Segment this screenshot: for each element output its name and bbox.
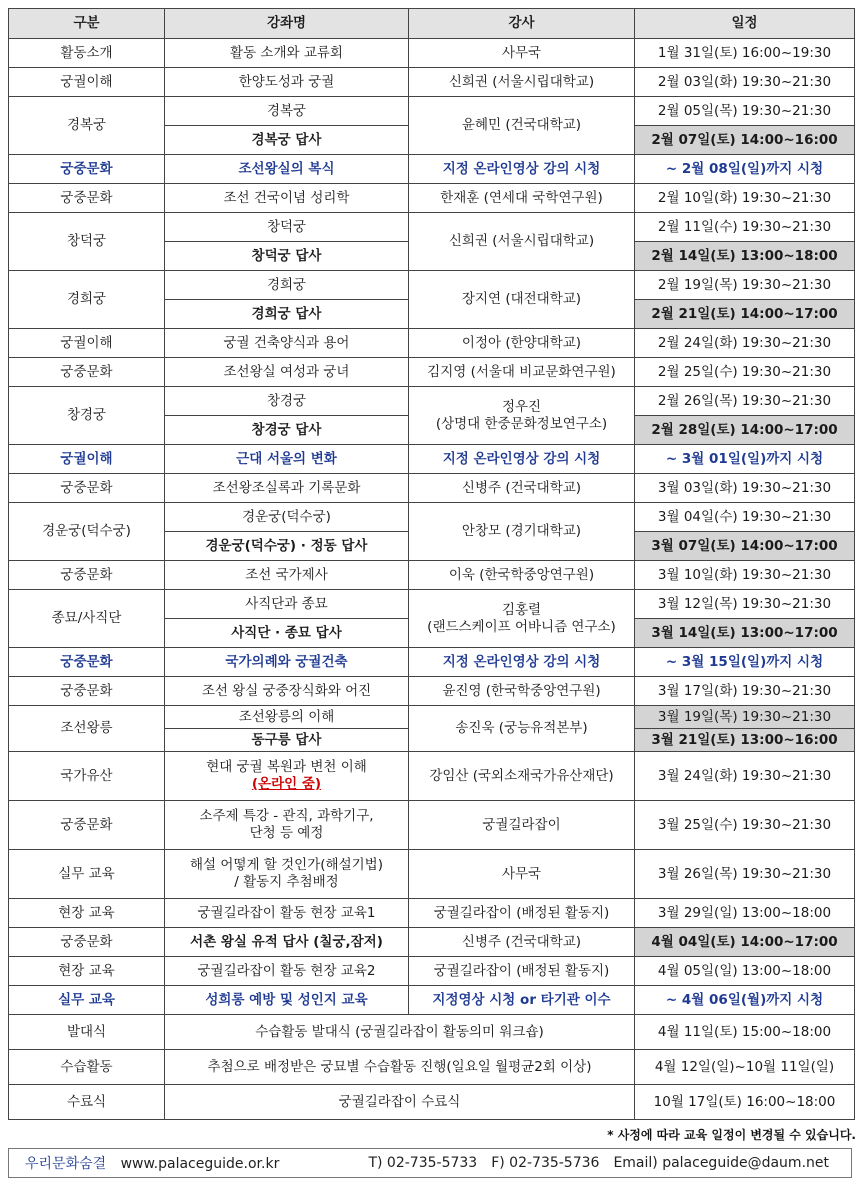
category-cell: 실무 교육: [9, 850, 165, 899]
field-trip-lecture-cell: 창경궁 답사: [165, 416, 409, 445]
lecture-cell: 추첨으로 배정받은 궁묘별 수습활동 진행(일요일 월평균2회 이상): [165, 1050, 635, 1085]
schedule-cell: 4월 04일(토) 14:00~17:00: [635, 928, 855, 957]
instructor-cell: 사무국: [409, 39, 635, 68]
schedule-cell: 2월 11일(수) 19:30~21:30: [635, 213, 855, 242]
table-row-online: [9, 155, 855, 184]
instructor-cell: 이정아 (한양대학교): [409, 329, 635, 358]
instructor-cell: 윤혜민 (건국대학교): [409, 97, 635, 155]
field-trip-lecture-cell: 사직단 · 종묘 답사: [165, 619, 409, 648]
lecture-cell: 조선왕실 여성과 궁녀: [165, 358, 409, 387]
telephone: T) 02-735-5733: [368, 1155, 478, 1171]
lecture-cell: 근대 서울의 변화: [165, 445, 409, 474]
instructor-cell: 이욱 (한국학중앙연구원): [409, 561, 635, 590]
category-cell: 궁중문화: [9, 358, 165, 387]
category-cell: 수료식: [9, 1085, 165, 1120]
category-cell: 창경궁: [9, 387, 165, 445]
instructor-cell: 강임산 (국외소재국가유산재단): [409, 752, 635, 801]
table-row: [9, 899, 855, 928]
category-cell: 종묘/사직단: [9, 590, 165, 648]
category-cell: 궁중문화: [9, 155, 165, 184]
table-row-online: [9, 445, 855, 474]
header-schedule: 일정: [635, 9, 855, 39]
contact-footer: [8, 1148, 852, 1178]
field-trip-schedule-cell: 2월 21일(토) 14:00~17:00: [635, 300, 855, 329]
header-category: 구분: [9, 9, 165, 39]
lecture-cell: 성희롱 예방 및 성인지 교육: [165, 986, 409, 1015]
schedule-cell: 2월 25일(수) 19:30~21:30: [635, 358, 855, 387]
category-cell: 궁궐이해: [9, 445, 165, 474]
lecture-cell: 궁궐 건축양식과 용어: [165, 329, 409, 358]
instructor-cell: 송진욱 (궁능유적본부): [409, 706, 635, 752]
schedule-table: [8, 8, 855, 1120]
category-cell: 실무 교육: [9, 986, 165, 1015]
footer-left: [25, 1153, 279, 1173]
table-row: [9, 957, 855, 986]
table-row: [9, 474, 855, 503]
table-row: [9, 503, 855, 532]
category-cell: 경복궁: [9, 97, 165, 155]
lecture-cell: 경희궁: [165, 271, 409, 300]
instructor-cell: 윤진영 (한국학중앙연구원): [409, 677, 635, 706]
category-cell: 궁궐이해: [9, 68, 165, 97]
lecture-cell: 조선 건국이념 성리학: [165, 184, 409, 213]
field-trip-schedule-cell: 3월 07일(토) 14:00~17:00: [635, 532, 855, 561]
organization-name: 우리문화숨결: [25, 1156, 107, 1172]
table-row: [9, 850, 855, 899]
table-row: [9, 590, 855, 619]
instructor-cell: 신희권 (서울시립대학교): [409, 213, 635, 271]
lecture-cell: 국가의례와 궁궐건축: [165, 648, 409, 677]
category-cell: 국가유산: [9, 752, 165, 801]
table-row: [9, 752, 855, 801]
lecture-cell: 경복궁: [165, 97, 409, 126]
instructor-cell: 지정 온라인영상 강의 시청: [409, 445, 635, 474]
category-cell: 경희궁: [9, 271, 165, 329]
instructor-cell: 신병주 (건국대학교): [409, 928, 635, 957]
schedule-cell: 3월 10일(화) 19:30~21:30: [635, 561, 855, 590]
lecture-cell: 조선 왕실 궁중장식화와 어진: [165, 677, 409, 706]
field-trip-schedule-cell: 2월 14일(토) 13:00~18:00: [635, 242, 855, 271]
table-row: [9, 1015, 855, 1050]
lecture-cell: 경운궁(덕수궁): [165, 503, 409, 532]
instructor-affiliation: (상명대 한중문화정보연구소): [435, 415, 608, 432]
table-row: [9, 387, 855, 416]
lecture-cell: [165, 850, 409, 899]
instructor-cell: 한재훈 (연세대 국학연구원): [409, 184, 635, 213]
fax: F) 02-735-5736: [491, 1155, 600, 1171]
lecture-title: 현대 궁궐 복원과 변천 이해: [206, 759, 367, 776]
field-trip-lecture-cell: 경희궁 답사: [165, 300, 409, 329]
table-row: [9, 271, 855, 300]
table-row: [9, 801, 855, 850]
instructor-cell: [409, 387, 635, 445]
header-lecture: 강좌명: [165, 9, 409, 39]
lecture-cell: 서촌 왕실 유적 답사 (칠궁,잠저): [165, 928, 409, 957]
schedule-cell: 2월 03일(화) 19:30~21:30: [635, 68, 855, 97]
schedule-cell: 10월 17일(토) 16:00~18:00: [635, 1085, 855, 1120]
lecture-cell: 조선왕릉의 이해: [165, 706, 409, 729]
lecture-cell: 궁궐길라잡이 수료식: [165, 1085, 635, 1120]
field-trip-schedule-cell: 3월 21일(토) 13:00~16:00: [635, 729, 855, 752]
header-instructor: 강사: [409, 9, 635, 39]
email-link[interactable]: Email) palaceguide@daum.net: [613, 1155, 829, 1171]
table-header-row: [9, 9, 855, 39]
instructor-cell: 궁궐길라잡이 (배정된 활동지): [409, 957, 635, 986]
schedule-cell: ~ 3월 15일(일)까지 시청: [635, 648, 855, 677]
category-cell: 현장 교육: [9, 957, 165, 986]
schedule-cell: 4월 05일(일) 13:00~18:00: [635, 957, 855, 986]
table-row: [9, 213, 855, 242]
schedule-cell: 4월 11일(토) 15:00~18:00: [635, 1015, 855, 1050]
schedule-cell: 2월 10일(화) 19:30~21:30: [635, 184, 855, 213]
lecture-cell: [165, 752, 409, 801]
field-trip-lecture-cell: 경운궁(덕수궁) · 정동 답사: [165, 532, 409, 561]
lecture-cell: 창경궁: [165, 387, 409, 416]
instructor-cell: 신희권 (서울시립대학교): [409, 68, 635, 97]
schedule-cell: 3월 24일(화) 19:30~21:30: [635, 752, 855, 801]
schedule-cell: 3월 25일(수) 19:30~21:30: [635, 801, 855, 850]
instructor-cell: [409, 590, 635, 648]
category-cell: 궁중문화: [9, 184, 165, 213]
field-trip-lecture-cell: 경복궁 답사: [165, 126, 409, 155]
table-row: [9, 706, 855, 729]
lecture-cell: [165, 801, 409, 850]
lecture-cell: 한양도성과 궁궐: [165, 68, 409, 97]
lecture-cell: 수습활동 발대식 (궁궐길라잡이 활동의미 워크숍): [165, 1015, 635, 1050]
lecture-title: 해설 어떻게 할 것인가(해설기법): [190, 857, 383, 874]
schedule-cell: 1월 31일(토) 16:00~19:30: [635, 39, 855, 68]
table-row: [9, 39, 855, 68]
website-link[interactable]: www.palaceguide.or.kr: [120, 1156, 280, 1172]
field-trip-lecture-cell: 동구릉 답사: [165, 729, 409, 752]
instructor-name: 정우진: [501, 398, 542, 415]
category-cell: 현장 교육: [9, 899, 165, 928]
instructor-cell: 안창모 (경기대학교): [409, 503, 635, 561]
table-row: [9, 561, 855, 590]
table-row: [9, 358, 855, 387]
table-row: [9, 677, 855, 706]
field-trip-schedule-cell: 2월 07일(토) 14:00~16:00: [635, 126, 855, 155]
category-cell: 활동소개: [9, 39, 165, 68]
schedule-cell: ~ 4월 06일(월)까지 시청: [635, 986, 855, 1015]
schedule-cell: 3월 29일(일) 13:00~18:00: [635, 899, 855, 928]
instructor-cell: 궁궐길라잡이: [409, 801, 635, 850]
category-cell: 궁중문화: [9, 801, 165, 850]
table-row-online: [9, 648, 855, 677]
lecture-title: 소주제 특강 - 관직, 과학기구,: [199, 808, 374, 825]
category-cell: 궁중문화: [9, 648, 165, 677]
online-zoom-note: (온라인 줌): [251, 776, 322, 792]
lecture-title-line2: 단청 등 예정: [249, 825, 324, 841]
table-row-field-trip: [9, 928, 855, 957]
table-row-online: [9, 986, 855, 1015]
schedule-cell: 2월 05일(목) 19:30~21:30: [635, 97, 855, 126]
schedule-cell: ~ 3월 01일(일)까지 시청: [635, 445, 855, 474]
field-trip-schedule-cell: 3월 14일(토) 13:00~17:00: [635, 619, 855, 648]
instructor-name: 김홍렬: [501, 601, 542, 618]
category-cell: 궁중문화: [9, 928, 165, 957]
instructor-cell: 장지연 (대전대학교): [409, 271, 635, 329]
schedule-cell: 2월 26일(목) 19:30~21:30: [635, 387, 855, 416]
lecture-cell: 궁궐길라잡이 활동 현장 교육2: [165, 957, 409, 986]
category-cell: 궁궐이해: [9, 329, 165, 358]
lecture-cell: 궁궐길라잡이 활동 현장 교육1: [165, 899, 409, 928]
table-row: [9, 329, 855, 358]
table-row: [9, 1085, 855, 1120]
category-cell: 궁중문화: [9, 677, 165, 706]
schedule-cell: 3월 19일(목) 19:30~21:30: [635, 706, 855, 729]
table-row: [9, 68, 855, 97]
instructor-cell: 사무국: [409, 850, 635, 899]
category-cell: 창덕궁: [9, 213, 165, 271]
schedule-cell: 3월 26일(목) 19:30~21:30: [635, 850, 855, 899]
schedule-change-note: * 사정에 따라 교육 일정이 변경될 수 있습니다.: [607, 1128, 856, 1142]
category-cell: 궁중문화: [9, 561, 165, 590]
schedule-cell: 3월 12일(목) 19:30~21:30: [635, 590, 855, 619]
instructor-cell: 지정영상 시청 or 타기관 이수: [409, 986, 635, 1015]
lecture-cell: 조선왕실의 복식: [165, 155, 409, 184]
schedule-cell: 3월 17일(화) 19:30~21:30: [635, 677, 855, 706]
schedule-cell: 3월 03일(화) 19:30~21:30: [635, 474, 855, 503]
field-trip-schedule-cell: 2월 28일(토) 14:00~17:00: [635, 416, 855, 445]
lecture-cell: 조선왕조실록과 기록문화: [165, 474, 409, 503]
schedule-cell: 2월 19일(목) 19:30~21:30: [635, 271, 855, 300]
category-cell: 발대식: [9, 1015, 165, 1050]
instructor-cell: 지정 온라인영상 강의 시청: [409, 648, 635, 677]
footer-contacts: [368, 1155, 829, 1171]
lecture-title-line2: / 활동지 추첨배정: [234, 874, 339, 890]
instructor-affiliation: (랜드스케이프 어바니즘 연구소): [427, 618, 616, 635]
table-row: [9, 97, 855, 126]
category-cell: 경운궁(덕수궁): [9, 503, 165, 561]
schedule-cell: 3월 04일(수) 19:30~21:30: [635, 503, 855, 532]
instructor-cell: 지정 온라인영상 강의 시청: [409, 155, 635, 184]
table-row: [9, 1050, 855, 1085]
lecture-cell: 창덕궁: [165, 213, 409, 242]
table-row: [9, 184, 855, 213]
field-trip-lecture-cell: 창덕궁 답사: [165, 242, 409, 271]
lecture-cell: 활동 소개와 교류회: [165, 39, 409, 68]
category-cell: 궁중문화: [9, 474, 165, 503]
schedule-cell: 2월 24일(화) 19:30~21:30: [635, 329, 855, 358]
schedule-cell: 4월 12일(일)~10월 11일(일): [635, 1050, 855, 1085]
schedule-cell: ~ 2월 08일(일)까지 시청: [635, 155, 855, 184]
category-cell: 수습활동: [9, 1050, 165, 1085]
lecture-cell: 조선 국가제사: [165, 561, 409, 590]
lecture-cell: 사직단과 종묘: [165, 590, 409, 619]
instructor-cell: 신병주 (건국대학교): [409, 474, 635, 503]
instructor-cell: 궁궐길라잡이 (배정된 활동지): [409, 899, 635, 928]
instructor-cell: 김지영 (서울대 비교문화연구원): [409, 358, 635, 387]
category-cell: 조선왕릉: [9, 706, 165, 752]
